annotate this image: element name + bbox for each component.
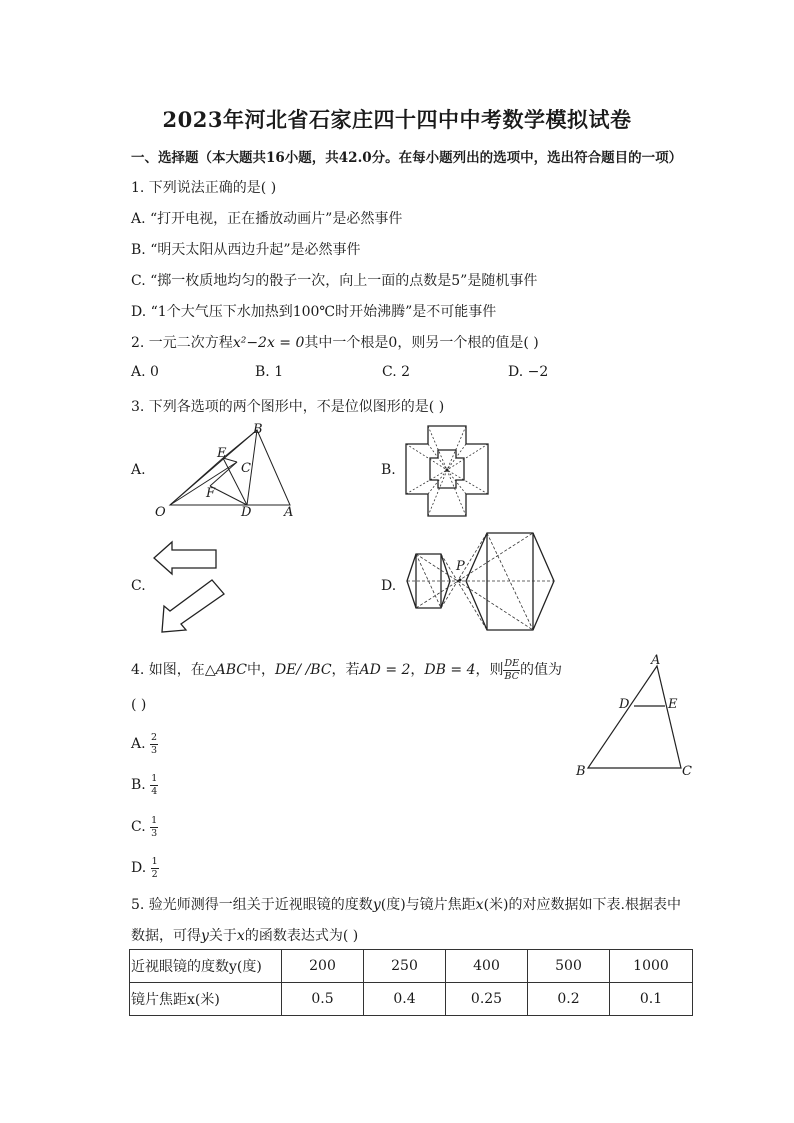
question-5-var-x-2: x (236, 928, 245, 944)
table-cell: 0.2 (528, 983, 610, 1016)
question-5-line-1-end: (米)的对应数据如下表.根据表中 (483, 897, 681, 913)
figure-q4-label-e: E (668, 697, 678, 712)
page-title: 2023年河北省石家庄四十四中中考数学模拟试卷 (162, 107, 632, 132)
figure-a-label-b: B (253, 422, 263, 437)
figure-a-triangles (150, 420, 310, 520)
question-4-option-c-den: 3 (151, 827, 158, 839)
question-5-line-2 (131, 925, 358, 945)
table-row (130, 983, 693, 1016)
question-3-label-c: C. (131, 578, 146, 594)
question-4-option-b-label: B. (131, 777, 146, 793)
figure-q4-label-c: C (682, 764, 692, 779)
table-cell: 0.4 (364, 983, 446, 1016)
question-5-line-2-end: 的函数表达式为( ) (244, 928, 359, 944)
question-4-ratio-num: DE (504, 658, 520, 669)
question-4-db: DB = 4 (424, 662, 476, 678)
table-cell: 400 (446, 950, 528, 983)
question-1-option-c: C. “掷一枚质地均匀的骰子一次，向上一面的点数是5”是随机事件 (131, 273, 538, 289)
question-4-ratio (503, 659, 520, 681)
question-5-table (129, 949, 693, 1016)
question-4-stem-start: 4. 如图，在 (131, 662, 205, 678)
question-5-line-1 (131, 894, 681, 914)
figure-a-label-c: C (241, 461, 251, 476)
question-4-stem-if: ，若 (331, 662, 360, 678)
question-3-label-b: B. (381, 462, 396, 478)
figure-a-label-a: A (284, 505, 294, 520)
question-3-label-a: A. (131, 462, 146, 478)
question-3-stem: 3. 下列各选项的两个图形中，不是位似图形的是( ) (131, 399, 445, 415)
table-cell: 1000 (610, 950, 693, 983)
question-4-option-a-label: A. (131, 736, 146, 752)
figure-q4-triangle (570, 650, 700, 780)
question-2-stem (131, 332, 539, 352)
question-4-option-a-fraction (150, 733, 158, 755)
question-4-option-b-fraction (150, 774, 158, 796)
figure-a-label-f: F (206, 486, 216, 501)
question-4-stem (131, 659, 562, 681)
question-4-stem-end: 的值为 (520, 662, 563, 678)
question-4-stem-then: ，则 (475, 662, 504, 678)
question-5-var-x: x (475, 897, 484, 913)
table-row-1-header: 近视眼镜的度数y(度) (130, 950, 282, 983)
question-4-option-d-label: D. (131, 860, 147, 876)
question-4-option-c-label: C. (131, 819, 146, 835)
question-4-option-c (131, 816, 158, 838)
table-cell: 0.5 (282, 983, 364, 1016)
question-4-option-a-den: 3 (151, 744, 158, 756)
figure-d-hexagons (404, 530, 560, 636)
table-cell: 0.1 (610, 983, 693, 1016)
question-5-var-y-2: y (201, 928, 209, 944)
question-2-option-b: B. 1 (255, 364, 284, 380)
question-2-option-a: A. 0 (131, 364, 159, 380)
question-1-option-d: D. “1个大气压下水加热到100℃时开始沸腾”是不可能事件 (131, 304, 497, 320)
question-5-line-1-mid: (度)与镜片焦距 (380, 897, 476, 913)
question-4-option-c-num: 1 (151, 815, 158, 826)
figure-d-label-p: P (456, 559, 465, 574)
figure-q4-label-d: D (619, 697, 630, 712)
figure-c-arrows (150, 540, 230, 634)
question-1-stem: 1. 下列说法正确的是( ) (131, 180, 277, 196)
table-cell: 500 (528, 950, 610, 983)
figure-a-label-e: E (217, 446, 227, 461)
question-4-option-b-num: 1 (151, 773, 158, 784)
question-4-option-a-num: 2 (151, 732, 158, 743)
question-2-stem-end: 其中一个根是0，则另一个根的值是( ) (304, 335, 539, 351)
question-5-var-y: y (372, 897, 381, 913)
table-cell: 200 (282, 950, 364, 983)
question-4-option-d-num: 1 (151, 856, 158, 867)
question-2-stem-start: 2. 一元二次方程 (131, 335, 233, 351)
question-2-option-d: D. −2 (508, 364, 549, 380)
question-4-option-d (131, 857, 159, 879)
question-4-paren: ( ) (131, 697, 147, 713)
question-4-ratio-den: BC (504, 670, 519, 682)
question-4-option-d-fraction (151, 857, 159, 879)
table-row-2-header: 镜片焦距x(米) (130, 983, 282, 1016)
question-4-parallel: DE/ /BC (274, 662, 332, 678)
question-4-option-b (131, 774, 158, 796)
question-4-option-a (131, 733, 158, 755)
question-4-stem-mid: 中， (246, 662, 275, 678)
question-4-triangle: △ABC (204, 662, 247, 678)
figure-b-crosses (404, 424, 490, 518)
question-5-line-1-start: 5. 验光师测得一组关于近视眼镜的度数 (131, 897, 373, 913)
question-1-option-a: A. “打开电视，正在播放动画片”是必然事件 (131, 211, 403, 227)
question-2-equation: x²−2x = 0 (232, 335, 305, 351)
question-5-line-2-start: 数据，可得 (131, 928, 201, 944)
table-cell: 250 (364, 950, 446, 983)
figure-a-label-d: D (241, 505, 252, 520)
question-4-option-c-fraction (150, 816, 158, 838)
question-1-option-b: B. “明天太阳从西边升起”是必然事件 (131, 242, 361, 258)
table-row (130, 950, 693, 983)
question-3-label-d: D. (381, 578, 397, 594)
question-4-sep: ， (410, 662, 425, 678)
section-heading: 一、选择题（本大题共16小题，共42.0分。在每小题列出的选项中，选出符合题目的一项） (131, 150, 683, 166)
figure-q4-label-a: A (651, 653, 661, 668)
figure-a-label-o: O (155, 505, 166, 520)
question-2-option-c: C. 2 (382, 364, 411, 380)
question-4-option-d-den: 2 (151, 868, 158, 880)
question-4-option-b-den: 4 (151, 785, 158, 797)
question-5-line-2-mid: 关于 (208, 928, 237, 944)
question-4-ad: AD = 2 (359, 662, 411, 678)
figure-q4-label-b: B (576, 764, 586, 779)
table-cell: 0.25 (446, 983, 528, 1016)
